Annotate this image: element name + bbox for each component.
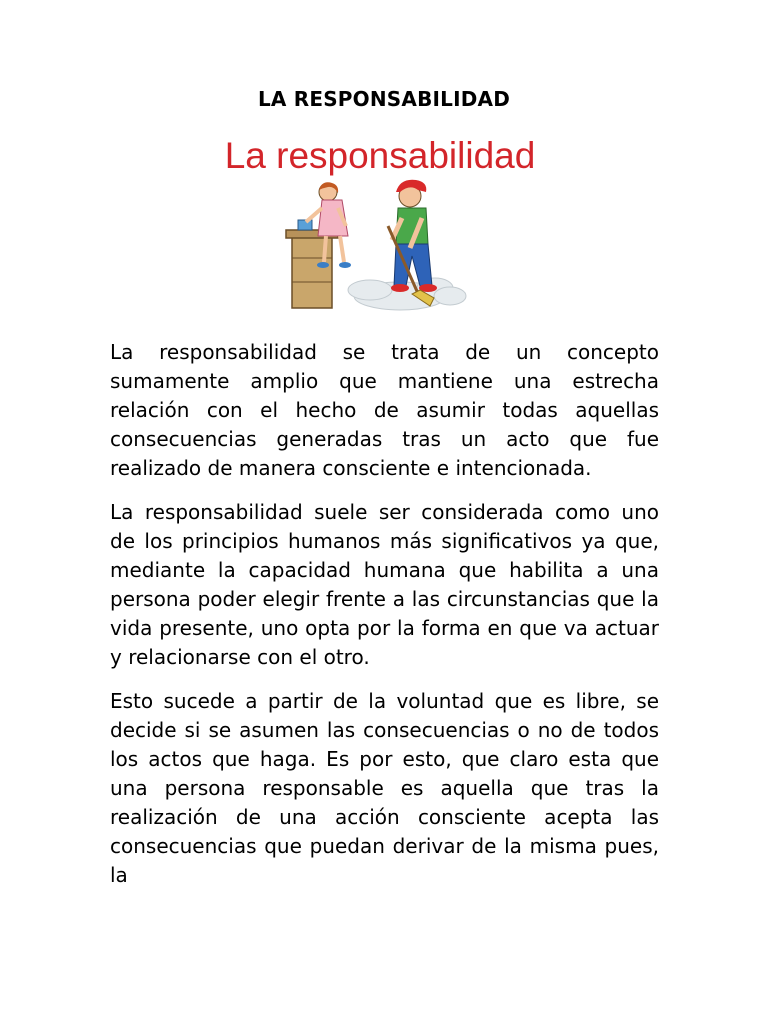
paragraph-1: La responsabilidad se trata de un concepto sumamente amplio que mantiene una estrecha relación con el hecho de asumir todas aquellas consecuencias generadas tras un acto que fue realizado de manera consciente e intencionada. [110,340,659,480]
body-text [110,338,659,905]
page-title: LA RESPONSABILIDAD [257,87,511,111]
title-figure [200,130,560,320]
figure-caption: La responsabilidad [224,135,536,176]
children-cleaning-illustration-icon [250,178,510,318]
paragraph-3: Esto sucede a partir de la voluntad que es libre, se decide si se asumen las consecuencias o no de todos los actos que haga. Es por esto, que claro esta que una persona responsable es aquella que tras la realización de una acción consciente acepta las consecuencias que puedan derivar de la misma pues, la [110,689,659,887]
paragraph-2: La responsabilidad suele ser considerada como uno de los principios humanos más significativos ya que, mediante la capacidad humana que habilita a una persona poder elegir frente a las circunstancias que la vida presente, uno opta por la forma en que va actuar y relacionarse con el otro. [110,500,659,669]
